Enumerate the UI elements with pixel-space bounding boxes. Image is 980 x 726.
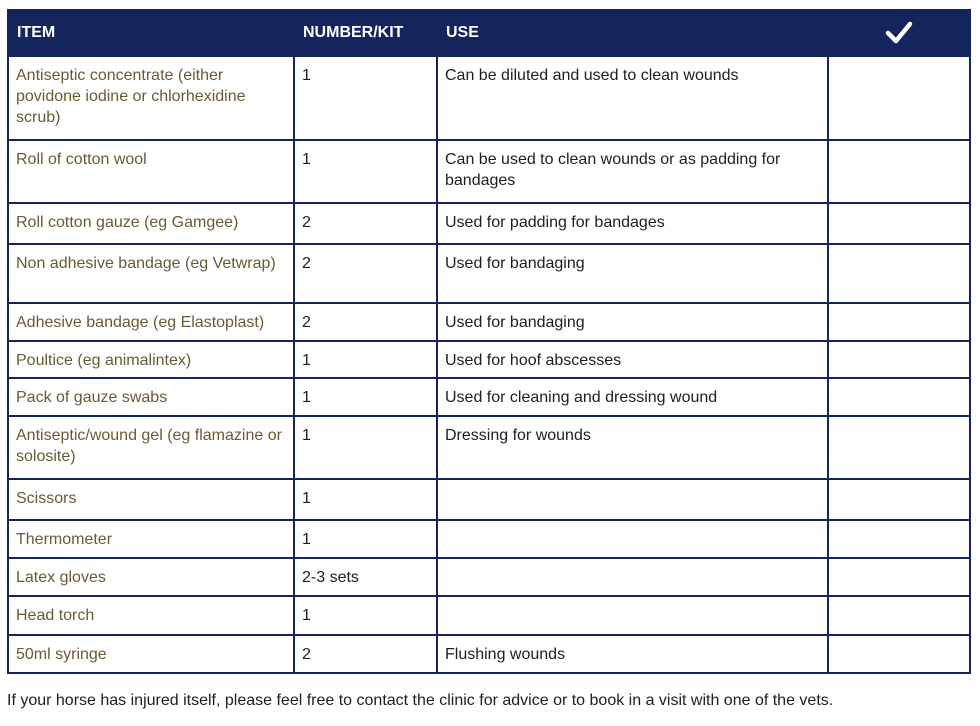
use-cell <box>437 520 828 558</box>
first-aid-kit-table <box>7 9 971 674</box>
number-cell: 1 <box>294 596 437 635</box>
table-row <box>8 140 970 203</box>
item-cell: Poultice (eg animalintex) <box>8 341 294 378</box>
table-header-row <box>8 10 970 56</box>
item-cell: Scissors <box>8 479 294 520</box>
item-cell: Head torch <box>8 596 294 635</box>
item-cell: Latex gloves <box>8 558 294 596</box>
number-cell: 2 <box>294 244 437 303</box>
check-cell[interactable] <box>828 244 970 303</box>
use-cell <box>437 558 828 596</box>
table-row <box>8 56 970 140</box>
use-cell: Used for bandaging <box>437 244 828 303</box>
check-cell[interactable] <box>828 479 970 520</box>
check-cell[interactable] <box>828 378 970 416</box>
check-cell[interactable] <box>828 635 970 673</box>
check-cell[interactable] <box>828 341 970 378</box>
check-cell[interactable] <box>828 140 970 203</box>
table-row <box>8 416 970 479</box>
item-cell: Thermometer <box>8 520 294 558</box>
check-cell[interactable] <box>828 56 970 140</box>
check-cell[interactable] <box>828 303 970 341</box>
header-check <box>828 10 970 56</box>
number-cell: 2-3 sets <box>294 558 437 596</box>
item-cell: Adhesive bandage (eg Elastoplast) <box>8 303 294 341</box>
check-cell[interactable] <box>828 416 970 479</box>
table-row <box>8 596 970 635</box>
header-number: NUMBER/KIT <box>294 10 437 56</box>
number-cell: 2 <box>294 203 437 244</box>
table-row <box>8 203 970 244</box>
number-cell: 1 <box>294 140 437 203</box>
check-cell[interactable] <box>828 558 970 596</box>
number-cell: 1 <box>294 378 437 416</box>
number-cell: 1 <box>294 341 437 378</box>
check-cell[interactable] <box>828 203 970 244</box>
item-cell: Roll of cotton wool <box>8 140 294 203</box>
table-row <box>8 479 970 520</box>
use-cell: Used for padding for bandages <box>437 203 828 244</box>
item-cell: Antiseptic concentrate (either povidone iodine or chlorhexidine scrub) <box>8 56 294 140</box>
use-cell <box>437 596 828 635</box>
header-item: ITEM <box>8 10 294 56</box>
item-cell: Pack of gauze swabs <box>8 378 294 416</box>
use-cell: Used for cleaning and dressing wound <box>437 378 828 416</box>
table-row <box>8 244 970 303</box>
use-cell: Can be diluted and used to clean wounds <box>437 56 828 140</box>
use-cell: Dressing for wounds <box>437 416 828 479</box>
table-row <box>8 303 970 341</box>
use-cell <box>437 479 828 520</box>
header-use: USE <box>437 10 828 56</box>
item-cell: Non adhesive bandage (eg Vetwrap) <box>8 244 294 303</box>
table-row <box>8 341 970 378</box>
number-cell: 1 <box>294 479 437 520</box>
number-cell: 1 <box>294 56 437 140</box>
use-cell: Can be used to clean wounds or as padding for bandages <box>437 140 828 203</box>
number-cell: 2 <box>294 303 437 341</box>
footer-note: If your horse has injured itself, please feel free to contact the clinic for advice or to book in a visit with one of the vets. <box>7 692 834 709</box>
table-row <box>8 378 970 416</box>
check-cell[interactable] <box>828 520 970 558</box>
checkmark-icon <box>885 21 913 45</box>
table-row <box>8 635 970 673</box>
use-cell: Used for hoof abscesses <box>437 341 828 378</box>
item-cell: Antiseptic/wound gel (eg flamazine or solosite) <box>8 416 294 479</box>
item-cell: 50ml syringe <box>8 635 294 673</box>
table-row <box>8 520 970 558</box>
table-row <box>8 558 970 596</box>
number-cell: 1 <box>294 416 437 479</box>
use-cell: Used for bandaging <box>437 303 828 341</box>
check-cell[interactable] <box>828 596 970 635</box>
number-cell: 1 <box>294 520 437 558</box>
number-cell: 2 <box>294 635 437 673</box>
item-cell: Roll cotton gauze (eg Gamgee) <box>8 203 294 244</box>
use-cell: Flushing wounds <box>437 635 828 673</box>
